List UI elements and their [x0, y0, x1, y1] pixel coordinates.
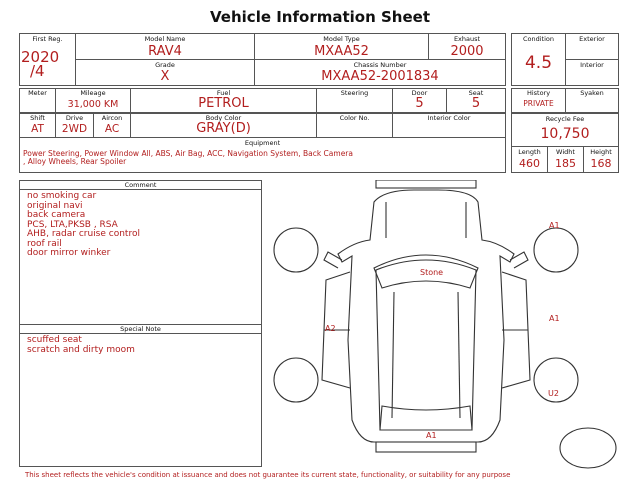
model-type-label: Model Type [323, 35, 360, 43]
interior-color-label: Interior Color [427, 114, 471, 122]
body-color-label: Body Color [205, 114, 242, 122]
chassis-label: Chassis Number [353, 61, 407, 69]
first-reg-label: First Reg. [32, 35, 63, 43]
syaken-label: Syaken [580, 89, 604, 97]
first-reg-month: /4 [30, 62, 45, 80]
car-outline [322, 180, 530, 452]
aircon-value: AC [104, 123, 120, 135]
mileage-label: Mileage [80, 89, 106, 97]
interior-label: Interior [580, 61, 604, 69]
damage-stone: Stone [420, 268, 444, 277]
recycle-fee-label: Recycle Fee [545, 115, 585, 123]
aircon-label: Aircon [101, 114, 123, 122]
chassis-value: MXAA52-2001834 [321, 69, 439, 84]
equipment-line-2: , Alloy Wheels, Rear Spoiler [23, 157, 127, 166]
first-reg-year: 2020 [21, 48, 60, 66]
drive-label: Drive [65, 114, 84, 122]
exhaust-value: 2000 [450, 44, 484, 59]
grade-value: X [160, 69, 170, 84]
condition-value: 4.5 [524, 53, 553, 73]
comment-label: Comment [124, 181, 157, 189]
spare-wheel [560, 428, 616, 468]
damage-a1-rear: A1 [426, 431, 437, 440]
equipment-label: Equipment [244, 139, 281, 147]
length-value: 460 [519, 157, 540, 170]
comment-text: no smoking car original navi back camera PCS, LTA,PKSB , RSA AHB, radar cruise control roof rail door mirror winker [27, 191, 140, 258]
seat-value: 5 [471, 96, 481, 111]
shift-value: AT [31, 123, 44, 135]
car-diagram [266, 180, 626, 470]
width-label: Widht [556, 148, 575, 156]
model-name-value: RAV4 [148, 44, 182, 59]
page-title: Vehicle Information Sheet [210, 8, 430, 26]
exterior-label: Exterior [579, 35, 605, 43]
fuel-value: PETROL [198, 96, 249, 111]
grade-label: Grade [155, 61, 175, 69]
damage-u2-rear-right: U2 [548, 389, 559, 398]
history-value: PRIVATE [523, 99, 554, 108]
damage-a2-left: A2 [325, 324, 336, 333]
special-note-label: Special Note [120, 325, 161, 333]
wheel-front-right [534, 228, 578, 272]
damage-a1-right-mid: A1 [549, 314, 560, 323]
wheel-front-left [274, 228, 318, 272]
model-type-value: MXAA52 [314, 44, 369, 59]
condition-label: Condition [522, 35, 555, 43]
color-no-label: Color No. [339, 114, 370, 122]
height-value: 168 [590, 157, 612, 170]
length-label: Length [518, 148, 541, 156]
model-name-label: Model Name [144, 35, 186, 43]
fuel-label: Fuel [216, 89, 231, 97]
drive-value: 2WD [61, 123, 88, 135]
equipment-line-1: Power Steering, Power Window All, ABS, Air Bag, ACC, Navigation System, Back Camera [23, 149, 353, 158]
recycle-fee-value: 10,750 [540, 126, 590, 142]
mileage-value: 31,000 KM [67, 99, 119, 110]
door-label: Door [411, 89, 428, 97]
wheel-rear-left [274, 358, 318, 402]
steering-label: Steering [340, 89, 369, 97]
body-color-value: GRAY(D) [196, 121, 251, 136]
height-label: Height [590, 148, 612, 156]
meter-label: Meter [28, 89, 47, 97]
door-value: 5 [415, 96, 424, 111]
history-label: History [526, 89, 551, 97]
shift-label: Shift [30, 114, 45, 122]
disclaimer-footer: This sheet reflects the vehicle's condition at issuance and does not guarantee its current state, functionality, or suitability for any purpose [25, 471, 511, 479]
damage-a1-front-right: A1 [549, 221, 560, 230]
width-value: 185 [555, 157, 576, 170]
seat-label: Seat [468, 89, 484, 97]
special-note-text: scuffed seat scratch and dirty moom [27, 335, 135, 355]
exhaust-label: Exhaust [453, 35, 481, 43]
